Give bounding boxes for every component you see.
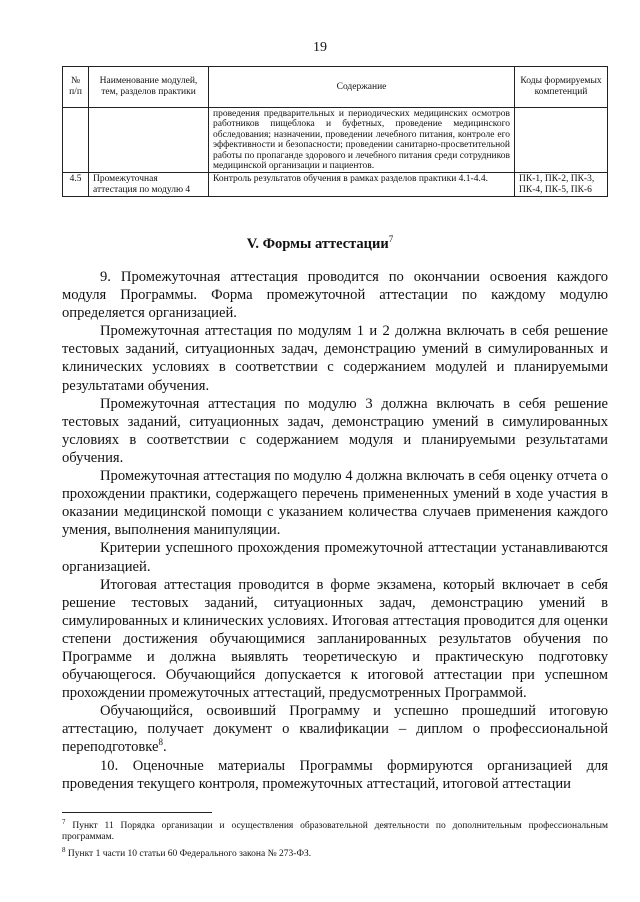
table-row — [63, 108, 608, 173]
paragraph: Итоговая аттестация проводится в форме экзамена, который включает в себя решение тестовых заданий, ситуационных задач, демонстрацию умений в симулированных и клинических условиях. Итоговая аттестация проводится для оценки степени достижения обучающимися запланированных результатов обучения по Программе и должна выявлять теоретическую и практическую подготовку обучающегося. Обучающийся допускается к итоговой аттестации при успешном прохождении промежуточных аттестаций, предусмотренных Программой. — [62, 576, 608, 702]
paragraph: Промежуточная аттестация по модулю 4 должна включать в себя оценку отчета о прохождении практики, содержащего перечень примененных умений в ходе участия в оказании медицинской помощи с указанием количества случаев применения каждого умения, выполнения манипуляции. — [62, 468, 608, 539]
footnote-mark: 7 — [62, 818, 66, 826]
header-module-name: Наименование модулей, тем, разделов практики — [89, 67, 209, 108]
row-competency-codes: ПК-1, ПК-2, ПК-3, ПК-4, ПК-5, ПК-6 — [515, 173, 608, 197]
body-text — [62, 268, 608, 793]
paragraph: Обучающийся, освоивший Программу и успешно прошедший итоговую аттестацию, получает документ о квалификации – диплом о профессиональной переподготовке$^8$. — [62, 703, 608, 756]
section-title: V. Формы аттестации — [246, 235, 389, 252]
paragraph: Критерии успешного прохождения промежуточной аттестации устанавливаются организацией. — [62, 540, 608, 575]
footnote-ref-7: 7 — [388, 234, 394, 244]
footnote-ref-8: 8 — [158, 737, 163, 748]
row-module-name — [89, 108, 209, 173]
row-module-name: Промежуточная аттестация по модулю 4 — [89, 173, 209, 197]
paragraph: Промежуточная аттестация по модулю 3 должна включать в себя решение тестовых заданий, ситуационных задач, демонстрацию умений в симулированных условиях в соответствии с содержанием модуля и планируемыми результатами обучения. — [62, 395, 608, 466]
footnote-divider — [62, 812, 212, 813]
footnote-mark: 8 — [62, 846, 66, 855]
header-number: № п/п — [63, 67, 89, 108]
row-competency-codes — [515, 108, 608, 173]
competency-table — [62, 66, 607, 197]
table-header-row — [63, 67, 608, 108]
footnote — [62, 817, 608, 843]
paragraph: 9. Промежуточная аттестация проводится по окончании освоения каждого модуля Программы. Форма промежуточной аттестации по каждому модулю определяется организацией. — [62, 269, 608, 322]
row-content: проведения предварительных и периодических медицинских осмотров работников пищеблока и буфетных, проведение медицинского обследования; назначении, проведении лечебного питания, контроле его эффективности и безопасности; проведении санитарно-просветительной работы по пропаганде здорового и лечебного питания среди сотрудников медицинской организации и пациентов. — [209, 108, 515, 173]
row-content: Контроль результатов обучения в рамках разделов практики 4.1-4.4. — [209, 173, 515, 197]
table-row — [63, 173, 608, 197]
footnote — [62, 845, 608, 860]
page-number: 19 — [313, 40, 327, 55]
header-competency-codes: Коды формируемых компетенций — [515, 67, 608, 108]
paragraph-text: Обучающийся, освоивший Программу и успешно прошедший итоговую аттестацию, получает документ о квалификации – диплом о профессиональной переподготовке — [62, 703, 608, 756]
section-heading — [0, 234, 640, 253]
footnote-text: Пункт 11 Порядка организации и осуществления образовательной деятельности по дополнительным профессиональным программам. — [62, 821, 608, 843]
footnotes — [62, 817, 608, 862]
paragraph: 10. Оценочные материалы Программы формируются организацией для проведения текущего контроля, промежуточных аттестаций, итоговой аттестации — [62, 757, 608, 792]
footnote-text: Пункт 1 части 10 статьи 60 Федерального закона № 273-ФЗ. — [65, 849, 312, 860]
header-content: Содержание — [209, 67, 515, 108]
paragraph: Промежуточная аттестация по модулям 1 и 2 должна включать в себя решение тестовых заданий, ситуационных задач, демонстрацию умений в симулированных и клинических условиях в соответствии с содержанием модулей и планируемыми результатами обучения. — [62, 323, 608, 394]
row-number — [63, 108, 89, 173]
row-number: 4.5 — [63, 173, 89, 197]
